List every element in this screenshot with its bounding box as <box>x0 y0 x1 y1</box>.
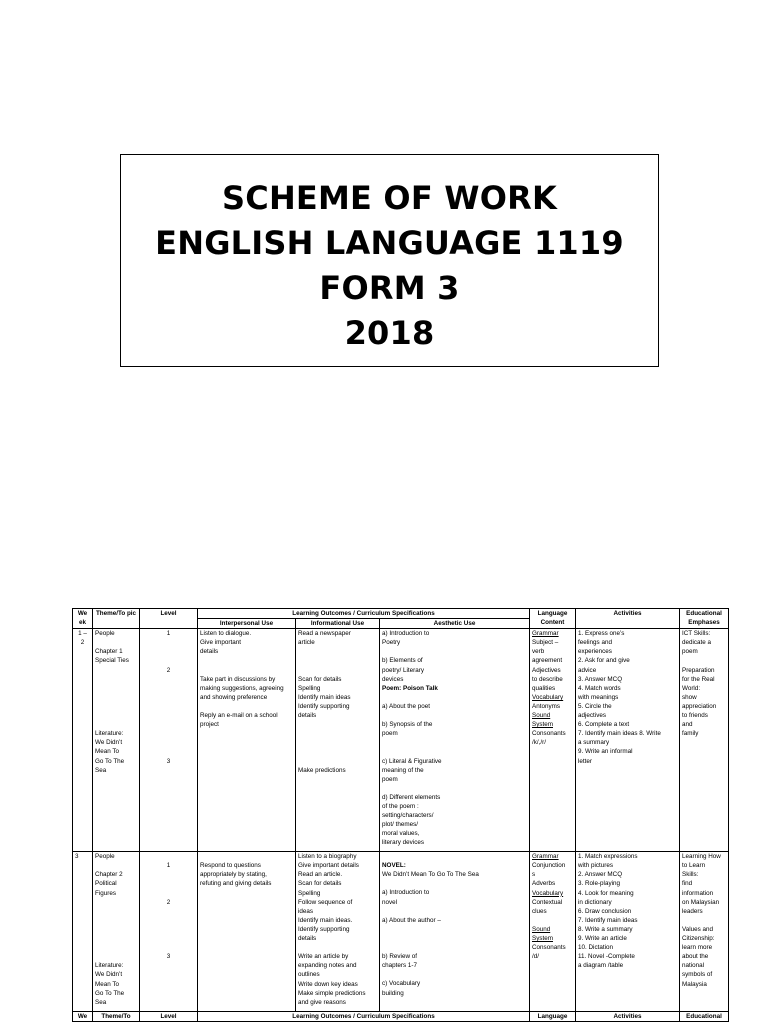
vocabulary-text: Contextual clues <box>532 898 563 915</box>
vocabulary-text: Antonyms <box>532 702 560 710</box>
aesthetic-text: We Didn’t Mean To Go To The Sea a) Introduction to novel a) About the author – b) Review of chapters 1-7 c) Vocabulary building <box>382 871 479 997</box>
aesthetic-cell <box>380 629 530 852</box>
vocabulary-label: Vocabulary <box>532 693 564 701</box>
scheme-table <box>72 608 729 1022</box>
level-cell: 1 2 3 <box>140 852 198 1012</box>
grammar-text: Conjunction s Adverbs <box>532 862 566 888</box>
repeated-header-row <box>73 1012 729 1022</box>
theme-cell: People Chapter 2 Political Figures Literature: We Didn’t Mean To Go To The Sea <box>93 852 140 1012</box>
educational-cell: ICT Skills: dedicate a poem Preparation for the Real World: show appreciation to friends and family <box>680 629 729 852</box>
educational-cell: Learning How to Learn Skills: find information on Malaysian leaders Values and Citizenship: learn more about the national symbols of Malaysia <box>680 852 729 1012</box>
sound-label: Sound <box>532 925 551 933</box>
header-activities: Activities <box>576 609 680 629</box>
activities-cell: 1. Express one’s feelings and experiences 2. Ask for and give advice 3. Answer MCQ 4. Match words with meanings 5. Circle the adjectives 6. Complete a text 7. Identify main ideas 8. Write a summary 9. Write an informal letter <box>576 629 680 852</box>
table-row <box>73 629 729 852</box>
language-content-cell <box>530 629 576 852</box>
activities-cell: 1. Match expressions with pictures 2. Answer MCQ 3. Role-playing 4. Look for meaning in dictionary 6. Draw conclusion 7. Identify main ideas 8. Write a summary 9. Write an article 10. Dictation 11. Novel -Complete a diagram /table <box>576 852 680 1012</box>
header-week: We <box>73 1012 93 1022</box>
header-language-content: Language Content <box>530 609 576 629</box>
header-level: Level <box>140 609 198 629</box>
interpersonal-cell: Respond to questions appropriately by stating, refuting and giving details <box>198 852 296 1012</box>
header-level: Level <box>140 1012 198 1022</box>
poem-title: Poem: Poison Talk <box>382 684 438 692</box>
level-cell: 1 2 3 <box>140 629 198 852</box>
novel-label: NOVEL: <box>382 862 406 870</box>
header-learning-outcomes: Learning Outcomes / Curriculum Specifications <box>198 1012 530 1022</box>
theme-cell: People Chapter 1 Special Ties Literature: We Didn’t Mean To Go To The Sea <box>93 629 140 852</box>
sound-text: Consonants /k/,/r/ <box>532 730 566 747</box>
informational-cell: Listen to a biography Give important details Read an article. Scan for details Spelling Follow sequence of ideas Identify main ideas. Identify supporting details Write an article by expanding notes and outlines Write down key ideas Make simple predictions and give reasons <box>296 852 380 1012</box>
week-cell: 3 <box>73 852 93 1012</box>
header-informational: Informational Use <box>296 619 380 629</box>
header-interpersonal: Interpersonal Use <box>198 619 296 629</box>
grammar-label: Grammar <box>532 853 559 861</box>
header-educational-emphases: Educational Emphases <box>680 609 729 629</box>
informational-cell: Read a newspaper article Scan for details Spelling Identify main ideas Identify supporting details Make predictions <box>296 629 380 852</box>
sound-label: Sound <box>532 712 551 720</box>
title-form: FORM 3 <box>319 268 460 307</box>
system-label: System <box>532 935 553 943</box>
title-subject: ENGLISH LANGUAGE 1119 <box>155 223 624 262</box>
aesthetic-text: a) Introduction to Poetry b) Elements of poetry/ Literary devices <box>382 630 430 683</box>
header-theme: Theme/To pic <box>93 609 140 629</box>
interpersonal-cell: Listen to dialogue. Give important details Take part in discussions by making suggestions, agreeing and showing preference Reply an e-mail on a school project <box>198 629 296 852</box>
title-box <box>120 154 659 367</box>
header-week: We ek <box>73 609 93 629</box>
header-learning-outcomes: Learning Outcomes / Curriculum Specifications <box>198 609 530 619</box>
grammar-text: Subject – verb agreement Adjectives to describe qualities <box>532 639 563 692</box>
system-label: System <box>532 721 553 729</box>
week-cell: 1 – 2 <box>73 629 93 852</box>
vocabulary-label: Vocabulary <box>532 889 564 897</box>
aesthetic-text: a) About the poet b) Synopsis of the poem c) Literal & Figurative meaning of the poem d) Different elements of the poem : setting/characters/ plot/ themes/ moral values, literary devices <box>382 702 442 847</box>
header-language-content: Language <box>530 1012 576 1022</box>
sound-text: Consonants /d/ <box>532 944 566 961</box>
table-row <box>73 852 729 1012</box>
header-activities: Activities <box>576 1012 680 1022</box>
grammar-label: Grammar <box>532 630 559 638</box>
aesthetic-cell <box>380 852 530 1012</box>
header-educational-emphases: Educational <box>680 1012 729 1022</box>
title-scheme: SCHEME OF WORK <box>222 178 557 217</box>
header-theme: Theme/To <box>93 1012 140 1022</box>
title-year: 2018 <box>344 313 435 352</box>
header-aesthetic: Aesthetic Use <box>380 619 530 629</box>
language-content-cell <box>530 852 576 1012</box>
